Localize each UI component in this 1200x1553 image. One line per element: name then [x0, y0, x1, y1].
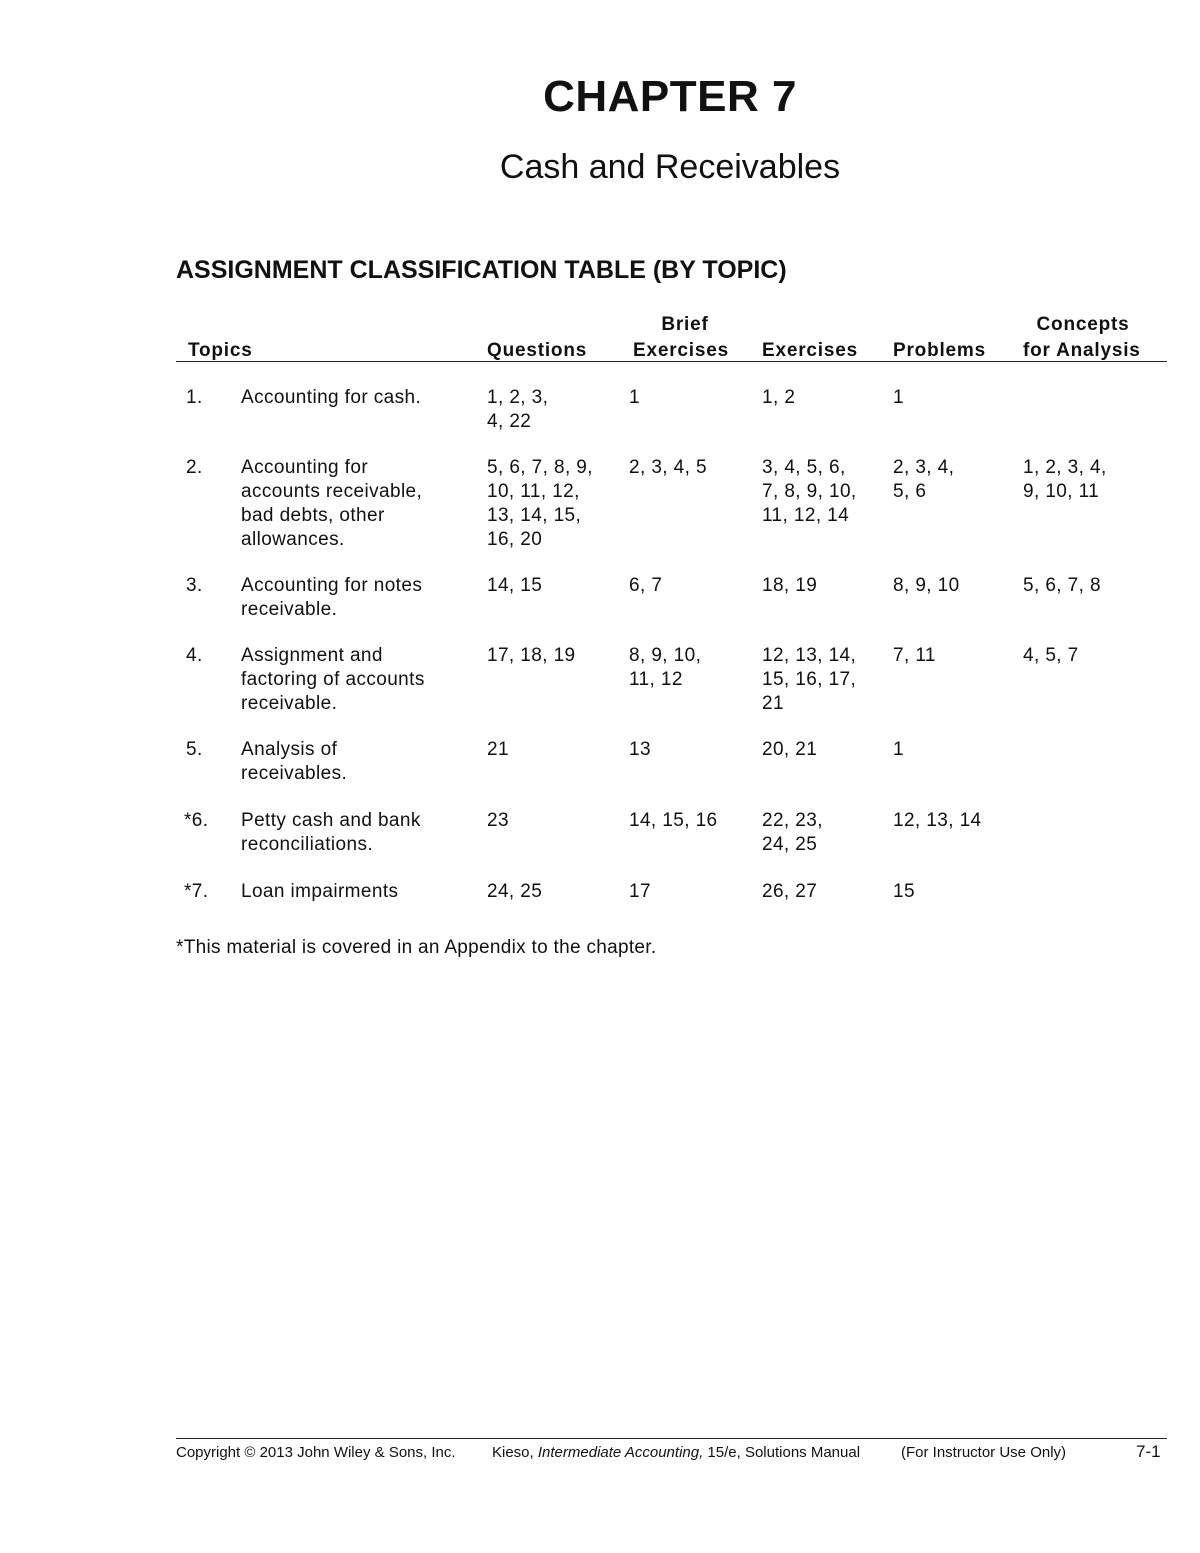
row-exercises: 18, 19	[762, 575, 818, 596]
row-number: 2.	[186, 457, 203, 478]
row-number: *6.	[184, 810, 209, 831]
row-problems: 12, 13, 14	[893, 810, 982, 831]
footer-divider	[176, 1438, 1167, 1439]
row-questions: 14, 15	[487, 575, 543, 596]
row-brief-exercises: 1	[629, 387, 640, 408]
row-topic: Assignment and factoring of accounts receivable.	[241, 645, 425, 714]
row-brief-exercises: 17	[629, 881, 651, 902]
chapter-title: CHAPTER 7	[543, 72, 797, 121]
footer-edition: 15/e, Solutions Manual	[707, 1444, 861, 1461]
header-problems: Problems	[893, 340, 986, 361]
row-questions: 21	[487, 739, 509, 760]
row-exercises: 1, 2	[762, 387, 796, 408]
row-exercises: 22, 23, 24, 25	[762, 810, 823, 855]
row-brief-exercises: 8, 9, 10, 11, 12	[629, 645, 702, 690]
page-number: 7-1	[1136, 1442, 1161, 1461]
header-topics: Topics	[188, 340, 253, 361]
row-questions: 1, 2, 3, 4, 22	[487, 387, 549, 432]
row-questions: 5, 6, 7, 8, 9, 10, 11, 12, 13, 14, 15, 16, 20	[487, 457, 593, 550]
header-exercises: Exercises	[762, 340, 858, 361]
footer-author: Kieso,	[492, 1444, 534, 1461]
row-number: *7.	[184, 881, 209, 902]
row-questions: 17, 18, 19	[487, 645, 576, 666]
row-brief-exercises: 2, 3, 4, 5	[629, 457, 707, 478]
header-divider	[176, 361, 1167, 362]
row-exercises: 26, 27	[762, 881, 818, 902]
row-problems: 2, 3, 4, 5, 6	[893, 457, 955, 502]
row-problems: 8, 9, 10	[893, 575, 960, 596]
row-questions: 24, 25	[487, 881, 543, 902]
footer-usage: (For Instructor Use Only)	[901, 1444, 1067, 1461]
header-concepts-line2: for Analysis	[1023, 340, 1141, 361]
row-number: 1.	[186, 387, 203, 408]
row-problems: 1	[893, 739, 904, 760]
row-topic: Petty cash and bank reconciliations.	[241, 810, 421, 855]
header-questions: Questions	[487, 340, 588, 361]
row-questions: 23	[487, 810, 509, 831]
row-brief-exercises: 6, 7	[629, 575, 663, 596]
header-brief-exercises-line1: Brief	[661, 314, 709, 335]
table-heading: ASSIGNMENT CLASSIFICATION TABLE (BY TOPIC)	[176, 256, 787, 284]
row-topic: Loan impairments	[241, 881, 399, 902]
row-brief-exercises: 14, 15, 16	[629, 810, 718, 831]
row-topic: Accounting for notes receivable.	[241, 575, 423, 620]
row-concepts: 4, 5, 7	[1023, 645, 1079, 666]
row-topic: Accounting for accounts receivable, bad debts, other allowances.	[241, 457, 423, 550]
row-brief-exercises: 13	[629, 739, 651, 760]
row-exercises: 3, 4, 5, 6, 7, 8, 9, 10, 11, 12, 14	[762, 457, 857, 526]
header-concepts-line1: Concepts	[1036, 314, 1130, 335]
row-number: 5.	[186, 739, 203, 760]
row-topic: Analysis of receivables.	[241, 739, 348, 784]
footer-citation	[492, 1444, 860, 1461]
footer-book-title: Intermediate Accounting,	[537, 1444, 704, 1461]
row-exercises: 20, 21	[762, 739, 818, 760]
row-exercises: 12, 13, 14, 15, 16, 17, 21	[762, 645, 857, 714]
row-problems: 15	[893, 881, 915, 902]
appendix-footnote: *This material is covered in an Appendix to the chapter.	[176, 937, 657, 958]
row-concepts: 1, 2, 3, 4, 9, 10, 11	[1023, 457, 1107, 502]
footer-copyright: Copyright © 2013 John Wiley & Sons, Inc.	[176, 1444, 456, 1461]
row-number: 3.	[186, 575, 203, 596]
chapter-subtitle: Cash and Receivables	[499, 148, 841, 186]
row-problems: 7, 11	[893, 645, 936, 666]
row-problems: 1	[893, 387, 904, 408]
header-brief-exercises-line2: Exercises	[633, 340, 729, 361]
row-number: 4.	[186, 645, 203, 666]
row-concepts: 5, 6, 7, 8	[1023, 575, 1101, 596]
row-topic: Accounting for cash.	[241, 387, 422, 408]
